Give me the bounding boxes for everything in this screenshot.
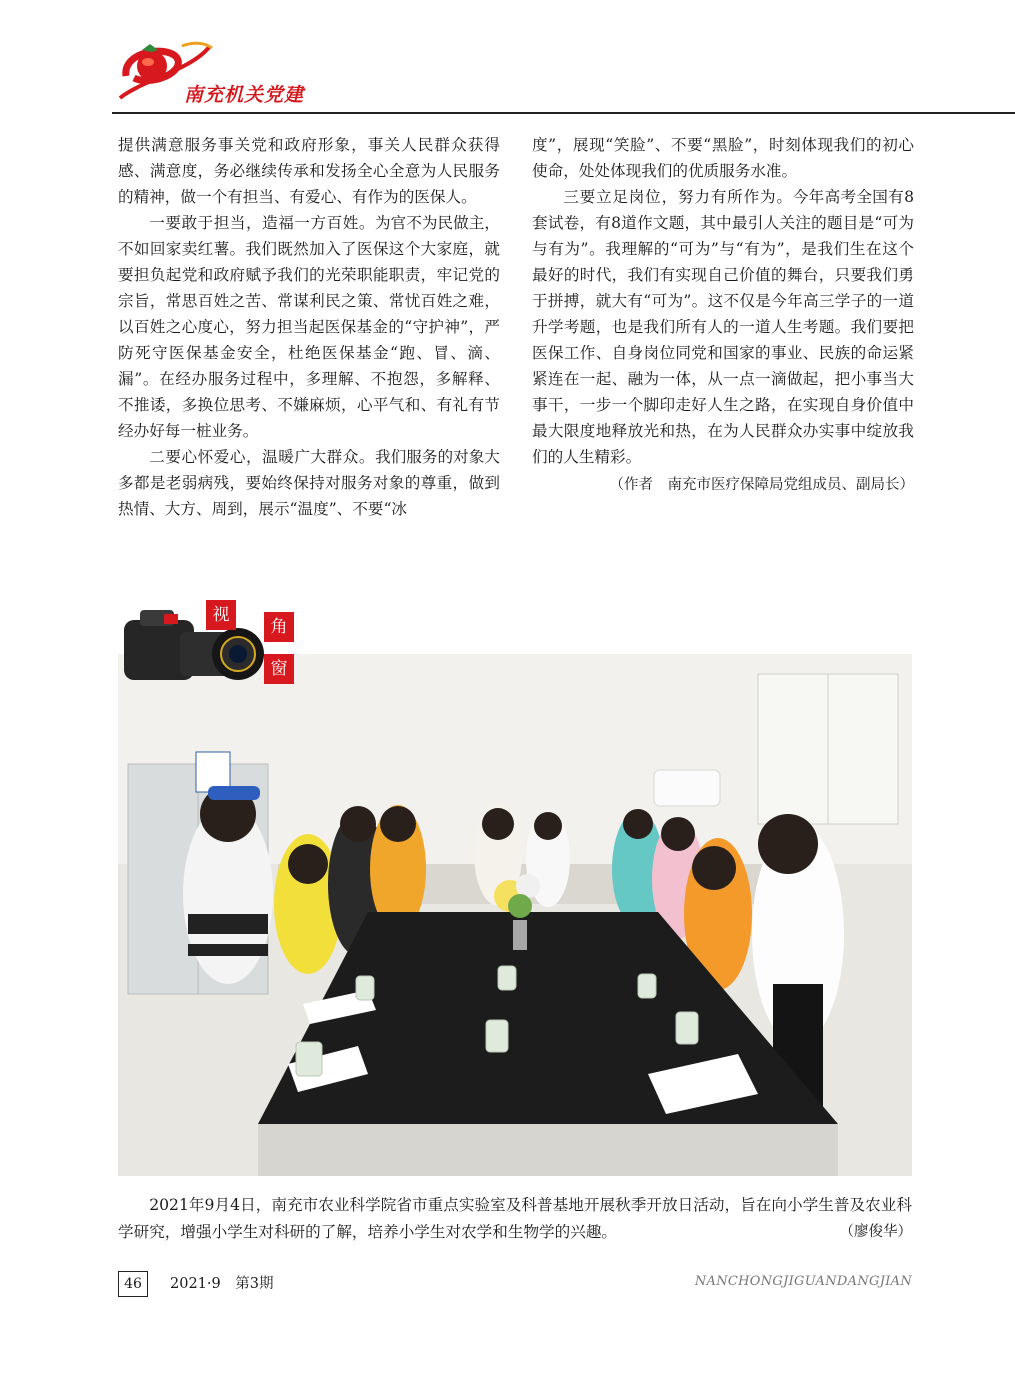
paragraph-body: 今年高考全国有8套试卷，有8道作文题，其中最引人关注的题目是“可为与有为”。我理解的“可为”与“有为”，是我们生在这个最好的时代，我们有实现自己价值的舞台，只要我们勇于拼搏，就大有“可为”。这不仅是今年高三学子的一道升学考题，也是我们所有人的一道人生考题。我们要把医保工作、自身岗位同党和国家的事业、民族的命运紧紧连在一起、融为一体，从一点一滴做起，把小事当大事干，一步一个脚印走好人生之路，在实现自身价值中最大限度地释放光和热，在为人民群众办实事中绽放我们的人生精彩。 [532,188,914,466]
paragraph-lead: 二要心怀爱心，温暖广大群众。 [149,448,375,466]
author-byline: （作者 南充市医疗保障局党组成员、副局长） [609,477,914,493]
camera-icon [120,604,265,686]
lab-photo [118,654,912,1176]
footer-brand: NANCHONGJIGUANDANGJIAN [694,1274,912,1289]
page-number: 46 [118,1271,148,1297]
article-column-left [118,132,500,522]
paragraph-lead: 三要立足岗位，努力有所作为。 [563,188,793,206]
paragraph: 度”，展现“笑脸”、不要“黑脸”，时刻体现我们的初心使命，处处体现我们的优质服务水准。 [532,136,914,180]
paragraph [118,444,500,522]
header-divider [112,112,1015,114]
stamp-char: 视 [206,600,236,630]
paragraph [532,184,914,470]
stamp-char: 角 [264,612,294,642]
paragraph-body: 我们服务的对象大多都是老弱病残，要始终保持对服务对象的尊重，做到热情、大方、周到，展示“温度”、不要“冰 [118,448,500,518]
stamp-char: 窗 [264,654,294,684]
paragraph: 提供满意服务事关党和政府形象，事关人民群众获得感、满意度，务必继续传承和发扬全心全意为人民服务的精神，做一个有担当、有爱心、有作为的医保人。 [118,136,500,206]
section-title: 南充机关党建 [184,84,305,106]
issue-label: 2021·9 第3期 [170,1276,274,1292]
photo-caption [118,1192,912,1246]
paragraph-lead: 一要敢于担当，造福一方百姓。 [149,214,375,232]
lab-scene-illustration [118,654,912,1176]
article-column-right [532,132,914,498]
paragraph [118,210,500,444]
photo-credit: （廖俊华） [839,1224,912,1240]
caption-text: 2021年9月4日，南充市农业科学院省市重点实验室及科普基地开展秋季开放日活动，旨在向小学生普及农业科学研究，增强小学生对科研的了解，培养小学生对农学和生物学的兴趣。 [118,1196,912,1241]
paragraph-body: 为官不为民做主，不如回家卖红薯。我们既然加入了医保这个大家庭，就要担负起党和政府赋予我们的光荣职能职责，牢记党的宗旨，常思百姓之苦、常谋利民之策、常忧百姓之难，以百姓之心度心，努力担当起医保基金的“守护神”，严防死守医保基金安全，杜绝医保基金“跑、冒、滴、漏”。在经办服务过程中，多理解、不抱怨，多解释、不推诿，多换位思考、不嫌麻烦，心平气和、有礼有节经办好每一桩业务。 [118,214,500,440]
